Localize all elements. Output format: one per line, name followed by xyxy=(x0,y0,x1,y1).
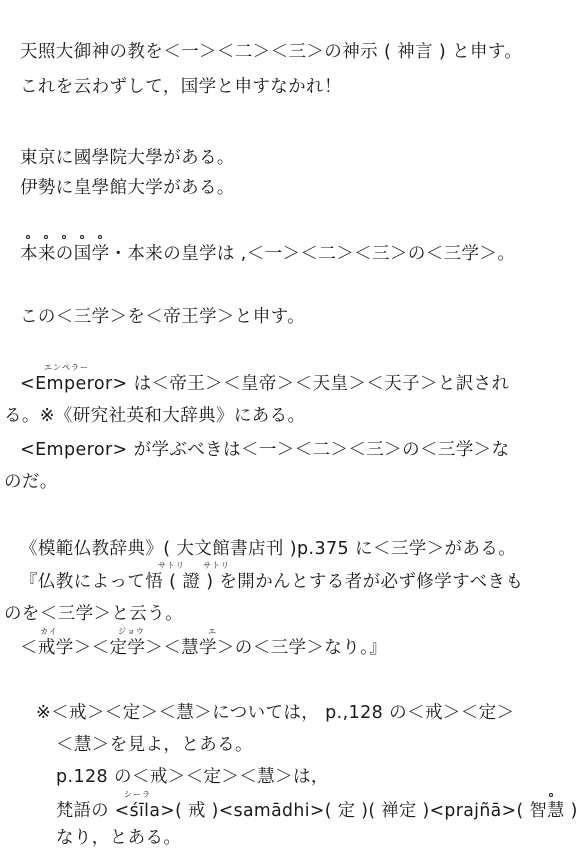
text-line: <Emperor> が学ぶべきは＜一＞＜二＞＜三＞の＜三学＞な xyxy=(20,440,510,460)
ruby-annotation: エンペラー xyxy=(44,363,89,372)
text-line: 梵語の <śīla>( 戒 )<samādhi>( 定 )( 禅定 )<prajñā>( 智慧 ) xyxy=(56,801,578,821)
emphasis-dot xyxy=(80,235,84,239)
text-line: 本来の国学・本来の皇学は ,＜一＞＜二＞＜三＞の＜三学＞。 xyxy=(20,244,516,264)
text-line: ※＜戒＞＜定＞＜慧＞については， p.,128 の＜戒＞＜定＞ xyxy=(36,703,515,723)
ruby-annotation: サトリ xyxy=(203,561,230,570)
ruby-annotation: ジョウ xyxy=(118,627,145,636)
emphasis-dot xyxy=(26,235,30,239)
text-line: ＜慧＞を見よ，とある。 xyxy=(56,735,253,755)
text-line: 『仏教によって悟 ( 證 ) を開かんとする者が必ず修学すべきも xyxy=(20,572,524,592)
text-line: これを云わずして，国学と申すなかれ！ xyxy=(20,77,342,97)
ruby-annotation: カイ xyxy=(40,627,58,636)
text-line: <Emperor> は＜帝王＞＜皇帝＞＜天皇＞＜天子＞と訳され xyxy=(20,374,510,394)
emphasis-dot xyxy=(62,235,66,239)
text-line: この＜三学＞を＜帝王学＞と申す。 xyxy=(20,307,305,327)
text-line: 伊勢に皇學館大学がある。 xyxy=(20,178,235,198)
text-line: 天照大御神の教を＜一＞＜二＞＜三＞の神示 ( 神言 ) と申す。 xyxy=(20,42,523,62)
ruby-annotation: エ xyxy=(208,627,217,636)
text-line: 《模範仏教辞典》( 大文館書店刊 )p.375 に＜三学＞がある。 xyxy=(20,539,517,559)
emphasis-dot xyxy=(44,235,48,239)
ruby-annotation: シーラ xyxy=(124,790,151,799)
text-line: る。※《研究社英和大辞典》にある。 xyxy=(4,406,306,426)
text-line: のを＜三学＞と云う。 xyxy=(4,604,183,624)
text-line: ＜戒学＞＜定学＞＜慧学＞の＜三学＞なり。』 xyxy=(20,638,388,658)
text-line: のだ。 xyxy=(4,472,58,492)
text-line: なり，とある。 xyxy=(56,828,182,848)
text-line: p.128 の＜戒＞＜定＞＜慧＞は， xyxy=(56,767,329,787)
emphasis-dot xyxy=(98,235,102,239)
emphasis-dot xyxy=(549,793,553,797)
text-line: 東京に國學院大學がある。 xyxy=(20,148,235,168)
ruby-annotation: サトリ xyxy=(158,561,185,570)
